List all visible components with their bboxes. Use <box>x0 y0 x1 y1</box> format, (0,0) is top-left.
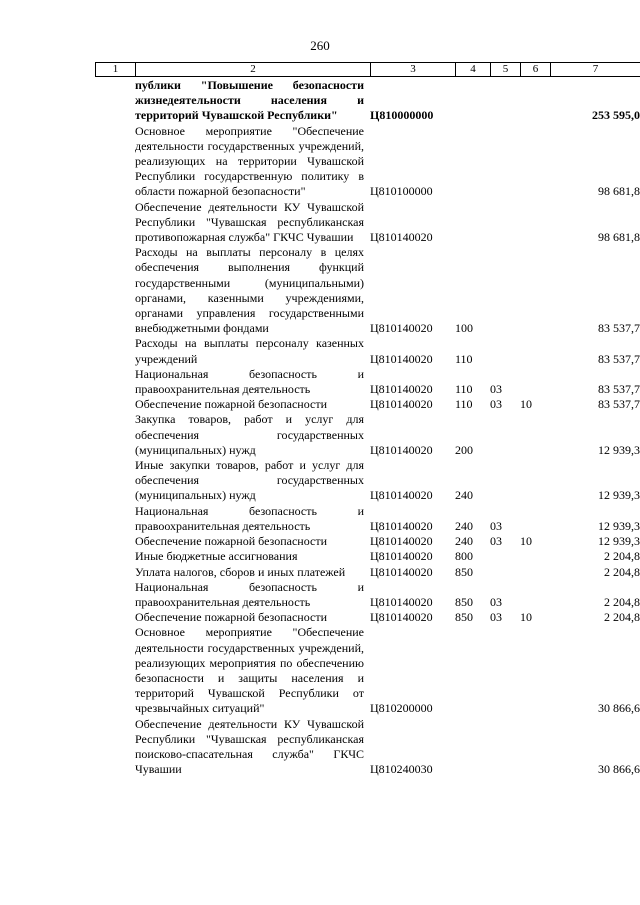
row-subsection: 10 <box>520 534 532 549</box>
row-code: Ц810140020 <box>370 534 433 549</box>
row-code: Ц810200000 <box>370 701 433 716</box>
row-code: Ц810140020 <box>370 382 433 397</box>
header-col-7: 7 <box>592 63 599 75</box>
row-section: 03 <box>490 518 502 533</box>
row-name: Обеспечение пожарной безопасности <box>135 534 328 549</box>
table-row <box>0 124 640 200</box>
table-row <box>0 610 640 625</box>
row-amount: 83 537,7 <box>598 397 640 412</box>
row-expense-type: 100 <box>455 321 473 336</box>
row-code: Ц810140020 <box>370 518 433 533</box>
row-name: Национальная безопасность и правоохранительная деятельность <box>135 579 364 609</box>
table-header <box>95 62 640 77</box>
row-amount: 12 939,3 <box>598 534 640 549</box>
row-section: 03 <box>490 382 502 397</box>
row-name: Обеспечение деятельности КУ Чувашской Республики "Чувашская республиканская противопожарная служба" ГКЧС Чувашии <box>135 199 364 245</box>
row-expense-type: 240 <box>455 518 473 533</box>
row-name: Закупка товаров, работ и услуг для обеспечения государственных (муниципальных) нужд <box>135 412 364 457</box>
row-amount: 30 866,6 <box>598 701 640 716</box>
header-col-3: 3 <box>371 63 456 76</box>
table-row <box>0 245 640 336</box>
row-name: Иные закупки товаров, работ и услуг для обеспечения государственных (муниципальных) нужд <box>135 458 364 503</box>
header-col-2: 2 <box>136 63 371 76</box>
header-col-5: 5 <box>491 63 521 76</box>
table-row <box>0 78 640 124</box>
header-col-4: 4 <box>456 63 491 76</box>
row-amount: 2 204,8 <box>604 610 640 625</box>
table-row <box>0 549 640 564</box>
row-code: Ц810140020 <box>370 488 433 503</box>
row-amount: 12 939,3 <box>598 518 640 533</box>
row-amount: 2 204,8 <box>604 564 640 579</box>
table-row <box>0 397 640 412</box>
row-code: Ц810140020 <box>370 610 433 625</box>
table-row <box>0 565 640 580</box>
table-row <box>0 717 640 778</box>
table-row <box>0 336 640 366</box>
row-subsection: 10 <box>520 397 532 412</box>
table-row <box>0 504 640 534</box>
row-amount: 98 681,8 <box>598 230 640 245</box>
table-row <box>0 534 640 549</box>
header-col-6: 6 <box>521 63 551 76</box>
header-col-1: 1 <box>96 63 136 76</box>
row-code: Ц810140020 <box>370 230 433 245</box>
table-row <box>0 458 640 504</box>
row-code: Ц810100000 <box>370 184 433 199</box>
row-expense-type: 200 <box>455 442 473 457</box>
row-code: Ц810140020 <box>370 321 433 336</box>
row-name: Обеспечение пожарной безопасности <box>135 397 328 412</box>
row-name: Основное мероприятие "Обеспечение деятельности государственных учреждений, реализующих мероприятия по обеспечению безопасности и защиты населения и территорий Чувашской Республики от чрезвычайных ситуаций" <box>135 625 364 716</box>
row-code: Ц810140020 <box>370 351 433 366</box>
row-code: Ц810000000 <box>370 108 434 123</box>
row-name: Национальная безопасность и правоохранительная деятельность <box>135 503 364 533</box>
row-section: 03 <box>490 397 502 412</box>
row-amount: 12 939,3 <box>598 442 640 457</box>
table-row <box>0 412 640 458</box>
row-amount: 2 204,8 <box>604 594 640 609</box>
row-name: Основное мероприятие "Обеспечение деятельности государственных учреждений, реализующих на территории Чувашской Республики государственную политику в области пожарной безопасности" <box>135 123 364 199</box>
row-expense-type: 110 <box>455 382 473 397</box>
row-code: Ц810140020 <box>370 594 433 609</box>
row-amount: 253 595,0 <box>592 108 640 123</box>
row-amount: 83 537,7 <box>598 321 640 336</box>
row-amount: 83 537,7 <box>598 382 640 397</box>
row-expense-type: 240 <box>455 534 473 549</box>
row-name: Обеспечение деятельности КУ Чувашской Республики "Чувашская республиканская поисково-спасательная служба" ГКЧС Чувашии <box>135 716 364 777</box>
row-amount: 83 537,7 <box>598 351 640 366</box>
row-name: Уплата налогов, сборов и иных платежей <box>135 564 346 579</box>
row-section: 03 <box>490 534 502 549</box>
row-expense-type: 800 <box>455 549 473 564</box>
row-code: Ц810240030 <box>370 762 433 777</box>
row-name: публики "Повышение безопасности жизнедеятельности населения и территорий Чувашской Республики" <box>135 78 364 123</box>
row-code: Ц810140020 <box>370 564 433 579</box>
row-amount: 2 204,8 <box>604 549 640 564</box>
table-row <box>0 625 640 716</box>
row-expense-type: 110 <box>455 397 473 412</box>
row-expense-type: 110 <box>455 351 473 366</box>
row-amount: 12 939,3 <box>598 488 640 503</box>
row-section: 03 <box>490 610 502 625</box>
row-expense-type: 240 <box>455 488 473 503</box>
row-subsection: 10 <box>520 610 532 625</box>
table-body <box>0 78 640 777</box>
row-section: 03 <box>490 594 502 609</box>
row-code: Ц810140020 <box>370 549 433 564</box>
table-row <box>0 367 640 397</box>
page-number: 260 <box>310 38 330 53</box>
row-name: Расходы на выплаты персоналу в целях обеспечения выполнения функций государственными (муниципальными) органами, казенными учреждениями, органами управления государственными внебюджетными фондами <box>135 245 364 336</box>
row-code: Ц810140020 <box>370 397 433 412</box>
row-name: Национальная безопасность и правоохранительная деятельность <box>135 366 364 397</box>
table-row <box>0 200 640 246</box>
row-amount: 30 866,6 <box>598 762 640 777</box>
row-expense-type: 850 <box>455 564 473 579</box>
row-expense-type: 850 <box>455 594 473 609</box>
row-amount: 98 681,8 <box>598 184 640 199</box>
row-name: Расходы на выплаты персоналу казенных учреждений <box>135 336 364 366</box>
row-expense-type: 850 <box>455 610 473 625</box>
row-code: Ц810140020 <box>370 442 433 457</box>
table-row <box>0 580 640 610</box>
row-name: Обеспечение пожарной безопасности <box>135 610 328 625</box>
row-name: Иные бюджетные ассигнования <box>135 549 298 564</box>
